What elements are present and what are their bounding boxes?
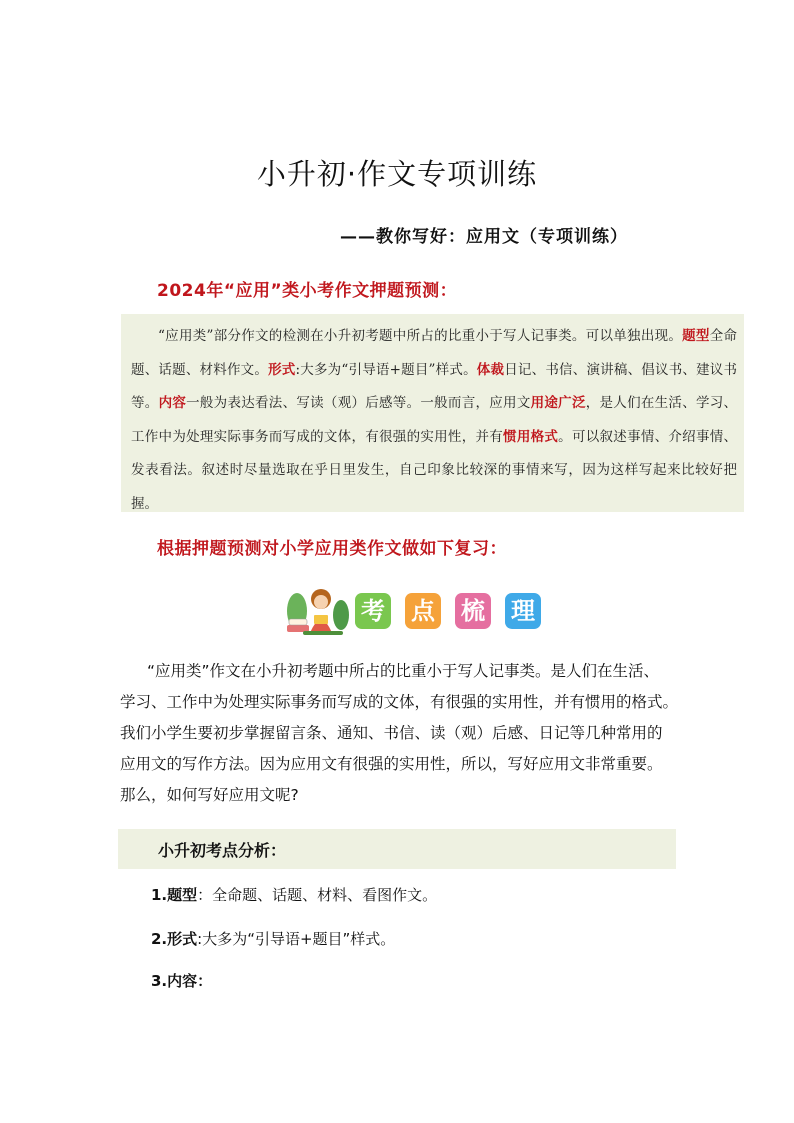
intro-line-2: 学习、工作中为处理实际事务而写成的文体，有很强的实用性，并有惯用的格式。 bbox=[120, 693, 679, 711]
intro-line-3: 我们小学生要初步掌握留言条、通知、书信、读（观）后感、日记等几种常用的 bbox=[120, 724, 663, 742]
analysis-heading-bar bbox=[118, 829, 676, 869]
keyword-type: 题型 bbox=[682, 328, 710, 344]
prediction-form-text: :大多为“引导语+题目”样式。 bbox=[295, 361, 477, 378]
analysis-item-1: 1.题型：全命题、话题、材料、看图作文。 bbox=[151, 886, 438, 904]
analysis-heading: 小升初考点分析： bbox=[158, 841, 287, 860]
keyword-genre: 体裁 bbox=[476, 361, 505, 378]
intro-paragraph bbox=[120, 656, 720, 811]
review-heading: 根据押题预测对小学应用类作文做如下复习： bbox=[157, 539, 507, 559]
prediction-content-text: 一般为表达看法、写读（观）后感等。一般而言，应用文 bbox=[186, 395, 531, 411]
intro-line-4: 应用文的写作方法。因为应用文有很强的实用性，所以，写好应用文非常重要。 bbox=[120, 755, 663, 773]
kaodian-banner bbox=[283, 585, 545, 637]
banner-tile-dian: 点 bbox=[405, 593, 441, 629]
keyword-form: 形式 bbox=[268, 361, 296, 378]
banner-tile-kao: 考 bbox=[355, 593, 391, 629]
prediction-lead: “应用类”部分作文的检测在小升初考题中所占的比重小于写人记事类。可以单独出现。 bbox=[158, 328, 683, 344]
page-title: 小升初·作文专项训练 bbox=[256, 157, 538, 191]
reading-girl-illustration bbox=[283, 585, 353, 637]
prediction-heading: 2024年“应用”类小考作文押题预测： bbox=[157, 281, 458, 301]
keyword-format: 惯用格式 bbox=[503, 428, 559, 445]
keyword-content: 内容 bbox=[158, 395, 187, 411]
intro-line-1: “应用类”作文在小升初考题中所占的比重小于写人记事类。是人们在生活、 bbox=[147, 662, 660, 680]
prediction-use-text: ，是人们在生活、学习、工作中为处理实际事务而写成的文体，有很强的实用性，并有 bbox=[131, 395, 738, 445]
page-subtitle: ——教你写好：应用文（专项训练） bbox=[340, 227, 628, 247]
keyword-use: 用途广泛 bbox=[530, 395, 586, 411]
banner-tile-shu: 梳 bbox=[455, 593, 491, 629]
prediction-text bbox=[131, 320, 737, 521]
prediction-box bbox=[121, 314, 744, 512]
analysis-item-2: 2.形式:大多为“引导语+题目”样式。 bbox=[151, 930, 396, 948]
intro-line-5: 那么，如何写好应用文呢? bbox=[120, 786, 299, 804]
prediction-type-text: 全命题、话题、材料作文。 bbox=[131, 328, 737, 378]
prediction-genre-text: 日记、书信、演讲稿、倡议书、建议书等。 bbox=[131, 361, 738, 411]
banner-tile-li: 理 bbox=[505, 593, 541, 629]
analysis-item-3: 3.内容： bbox=[151, 972, 213, 990]
prediction-end-text: 。可以叙述事情、介绍事情、发表看法。叙述时尽量选取在乎日里发生，自己印象比较深的事情来写，因为这样写起来比较好把握。 bbox=[131, 428, 738, 512]
